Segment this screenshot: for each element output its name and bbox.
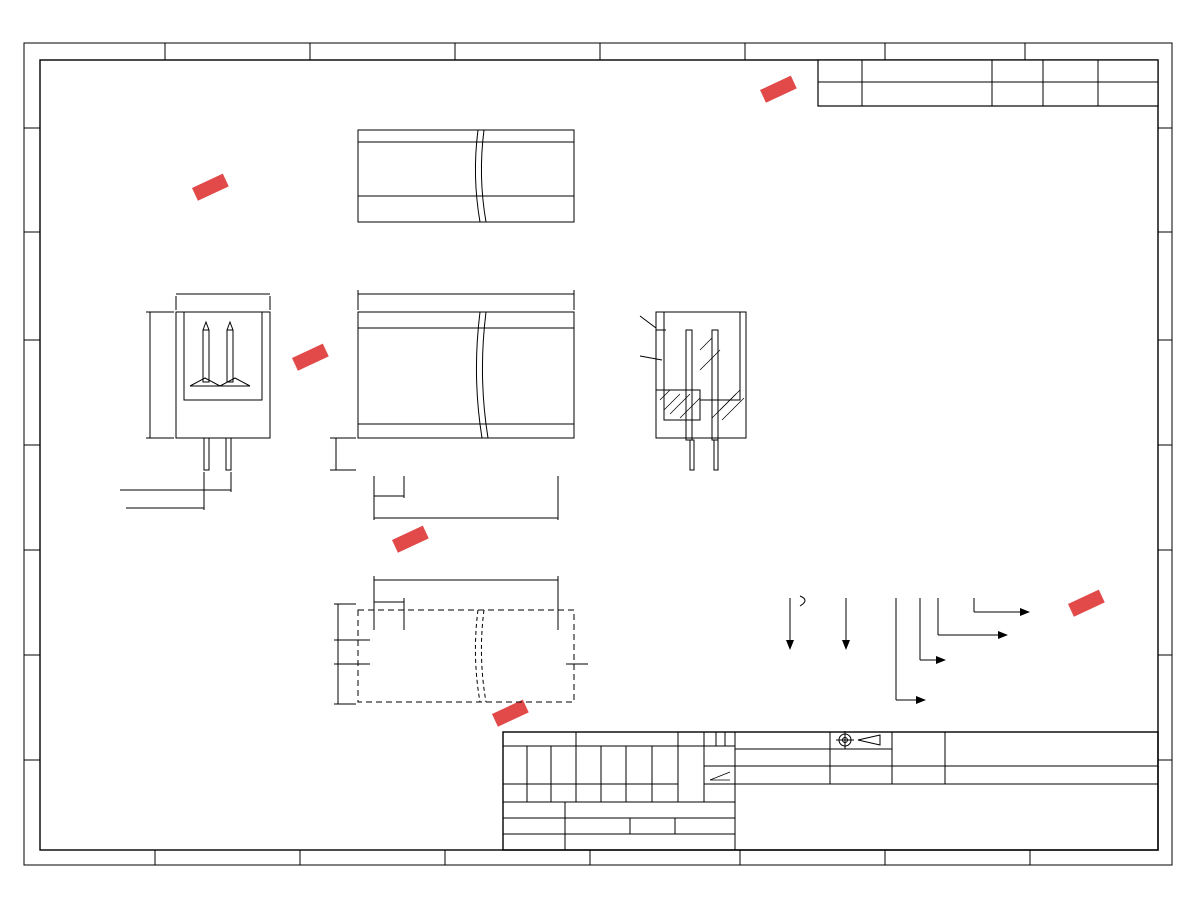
ordering-info xyxy=(786,596,1030,704)
watermark-logo xyxy=(192,174,229,201)
angle-icon xyxy=(710,772,730,780)
tolerance-table xyxy=(503,732,735,802)
revision-table xyxy=(818,60,1158,106)
front-view xyxy=(330,290,574,520)
top-view xyxy=(358,130,574,222)
watermark-logo xyxy=(292,344,329,371)
watermark-logos xyxy=(192,76,1105,727)
watermark-logo xyxy=(492,700,529,727)
watermark-logo xyxy=(760,76,797,103)
side-view xyxy=(120,294,270,510)
watermark-logo xyxy=(1068,590,1105,617)
border-frame xyxy=(24,43,1172,865)
projection-icon xyxy=(836,731,880,749)
section-view xyxy=(640,312,746,470)
watermark-logo xyxy=(392,526,429,553)
pcb-layout xyxy=(334,576,588,704)
